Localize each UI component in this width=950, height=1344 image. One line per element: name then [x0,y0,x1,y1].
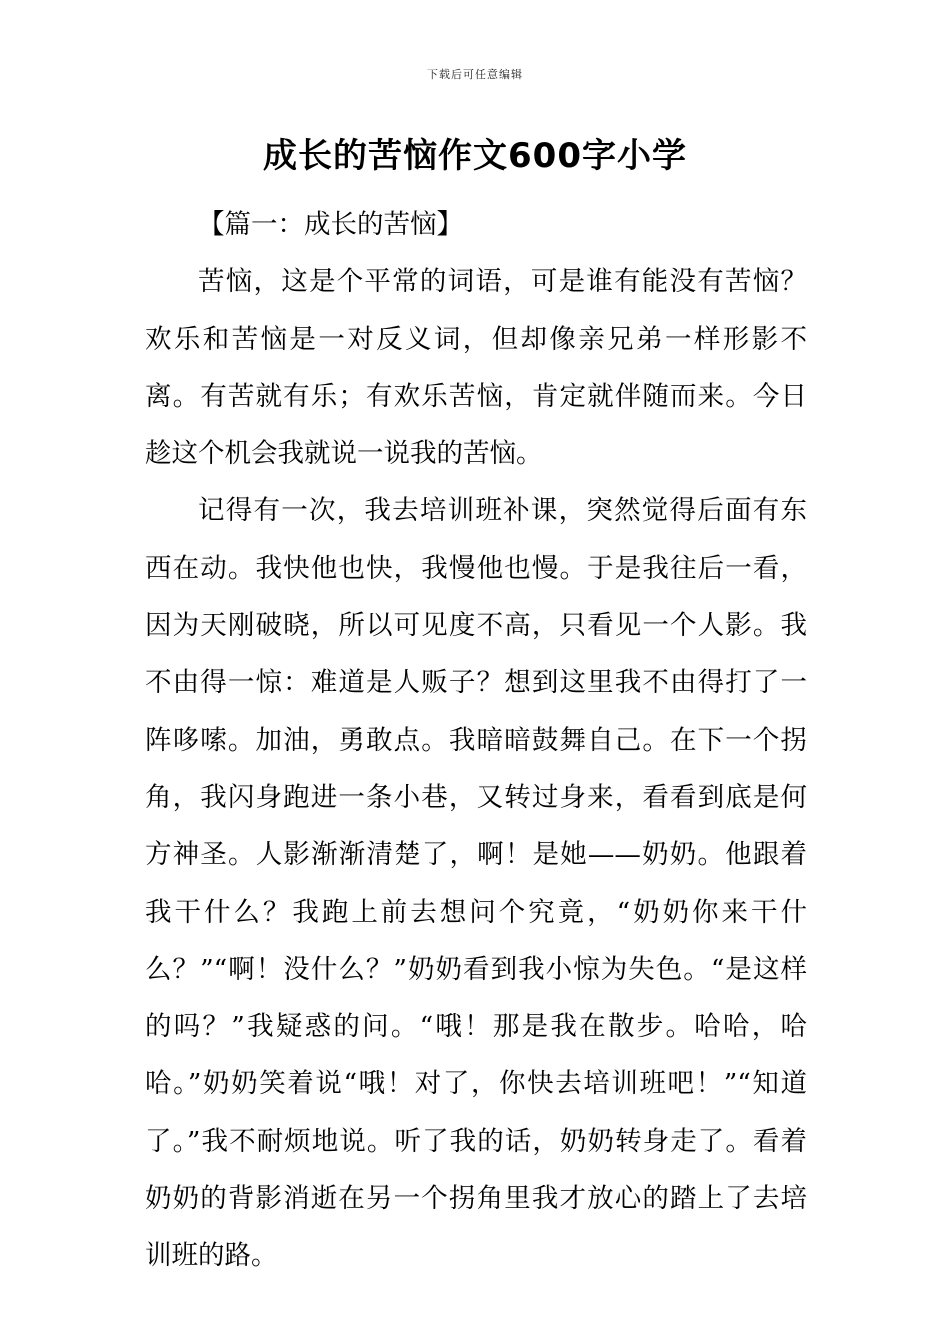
section-heading: 【篇一：成长的苦恼】 [198,209,463,240]
paragraph-2: 记得有一次，我去培训班补课，突然觉得后面有东西在动。我快他也快，我慢他也慢。于是我往后一看，因为天刚破晓，所以可见度不高，只看见一个人影。我不由得一惊：难道是人贩子？想到这里我不由得打了一阵哆嗦。加油，勇敢点。我暗暗鼓舞自己。在下一个拐角，我闪身跑进一条小巷，又转过身来，看看到底是何方神圣。人影渐渐清楚了，啊！是她——奶奶。他跟着我干什么？我跑上前去想问个究竟，“奶奶你来干什么？”“啊！没什么？”奶奶看到我小惊为失色。“是这样的吗？”我疑惑的问。“哦！那是我在散步。哈哈，哈哈。”奶奶笑着说“哦！对了，你快去培训班吧！”“知道了。”我不耐烦地说。听了我的话，奶奶转身走了。看着奶奶的背影消逝在另一个拐角里我才放心的踏上了去培训班的路。 [145,495,807,1272]
document-body [145,196,807,1285]
document-title: 成长的苦恼作文600字小学 [263,136,687,176]
paragraph-1: 苦恼，这是个平常的词语，可是谁有能没有苦恼？欢乐和苦恼是一对反义词，但却像亲兄弟一样形影不离。有苦就有乐；有欢乐苦恼，肯定就伴随而来。今日趁这个机会我就说一说我的苦恼。 [145,266,807,470]
header-note: 下载后可任意编辑 [427,68,523,81]
